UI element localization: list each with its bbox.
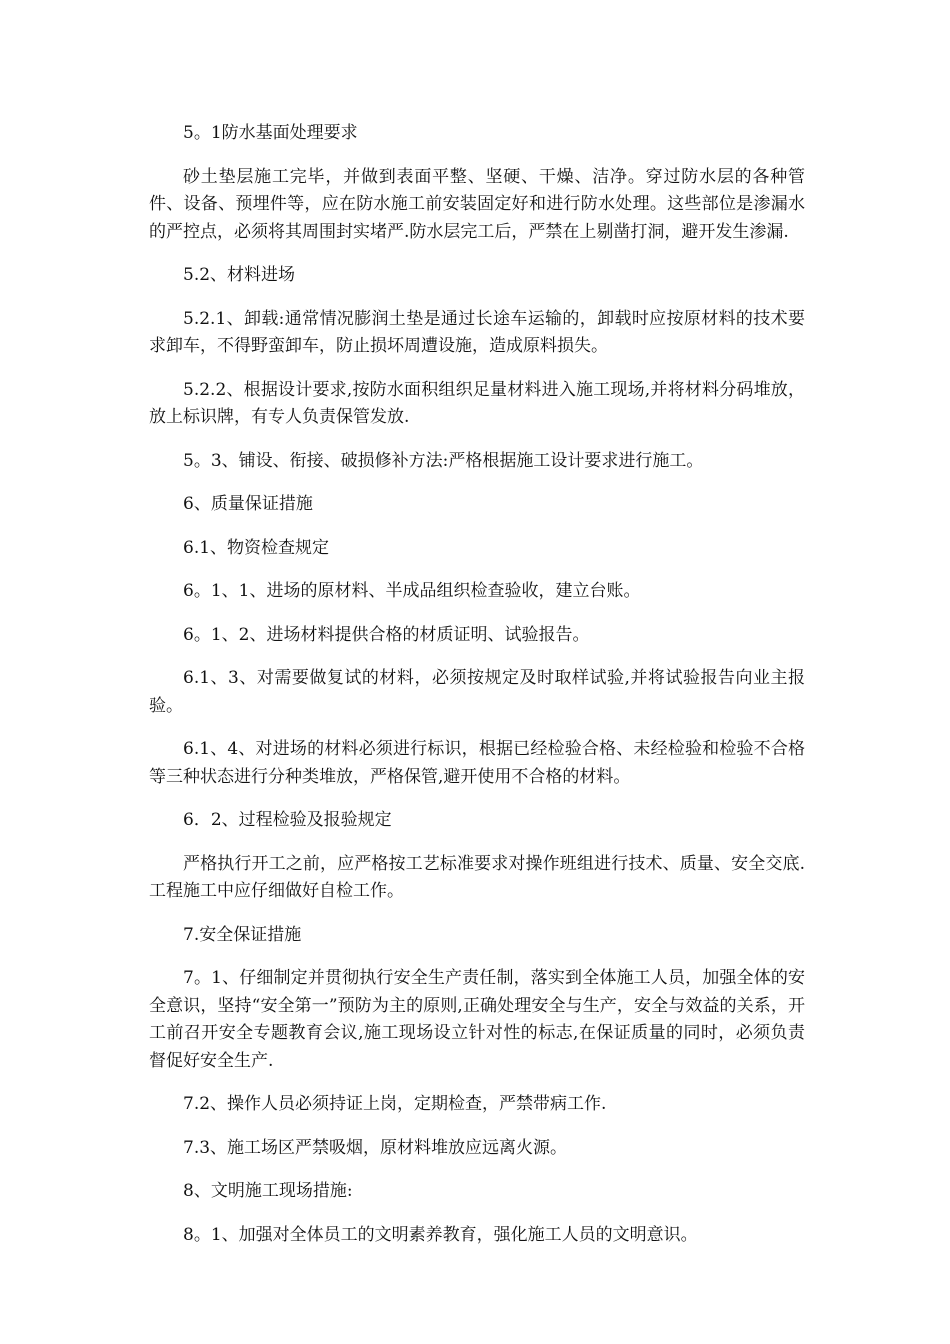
paragraph-7-3: 7.3、施工场区严禁吸烟，原材料堆放应远离火源。 [183,1137,568,1158]
document-body [149,120,805,1265]
paragraph-8-1: 8。1、加强对全体员工的文明素养教育，强化施工人员的文明意识。 [183,1224,698,1245]
section-heading-7: 7.安全保证措施 [183,924,302,945]
paragraph-7-2: 7.2、操作人员必须持证上岗，定期检查，严禁带病工作. [183,1094,607,1114]
paragraph-base-treatment: 砂土垫层施工完毕，并做到表面平整、坚硬、干燥、洁净。穿过防水层的各种管件、设备、预埋件等，应在防水施工前安装固定好和进行防水处理。这些部位是渗漏水的严控点，必须将其周围封实堵严.防水层完工后，严禁在上剔凿打洞，避开发生渗漏. [149,166,805,242]
paragraph-5-3: 5。3、铺设、衔接、破损修补方法:严格根据施工设计要求进行施工。 [183,450,704,471]
paragraph-process-inspection: 严格执行开工之前，应严格按工艺标准要求对操作班组进行技术、质量、安全交底.工程施工中应仔细做好自检工作。 [149,853,805,901]
section-heading-5-1: 5。1防水基面处理要求 [183,123,358,143]
paragraph-6-1-1: 6。1、1、进场的原材料、半成品组织检查验收，建立台账。 [183,581,641,601]
paragraph-6-1-4: 6.1、4、对进场的材料必须进行标识，根据已经检验合格、未经检验和检验不合格等三种状态进行分种类堆放，严格保管,避开使用不合格的材料。 [149,739,805,787]
section-heading-5-2: 5.2、材料进场 [183,265,296,285]
section-heading-6: 6、质量保证措施 [183,494,313,514]
section-heading-6-1: 6.1、物资检查规定 [183,537,330,558]
paragraph-5-2-1: 5.2.1、卸载:通常情况膨润土垫是通过长途车运输的，卸载时应按原材料的技术要求卸车，不得野蛮卸车，防止损坏周遭设施，造成原料损失。 [149,308,805,356]
paragraph-5-2-2: 5.2.2、根据设计要求,按防水面积组织足量材料进入施工现场,并将材料分码堆放，放上标识牌，有专人负责保管发放. [149,379,805,427]
section-heading-8: 8、文明施工现场措施: [183,1181,353,1201]
paragraph-6-1-2: 6。1、2、进场材料提供合格的材质证明、试验报告。 [183,624,590,645]
paragraph-7-1: 7。1、仔细制定并贯彻执行安全生产责任制，落实到全体施工人员，加强全体的安全意识，坚持“安全第一”预防为主的原则,正确处理安全与生产，安全与效益的关系，开工前召开安全专题教育会议,施工现场设立针对性的标志,在保证质量的同时，必须负责督促好安全生产. [149,968,805,1071]
paragraph-6-1-3: 6.1、3、对需要做复试的材料，必须按规定及时取样试验,并将试验报告向业主报验。 [149,668,805,716]
section-heading-6-2: 6．2、过程检验及报验规定 [183,810,392,830]
